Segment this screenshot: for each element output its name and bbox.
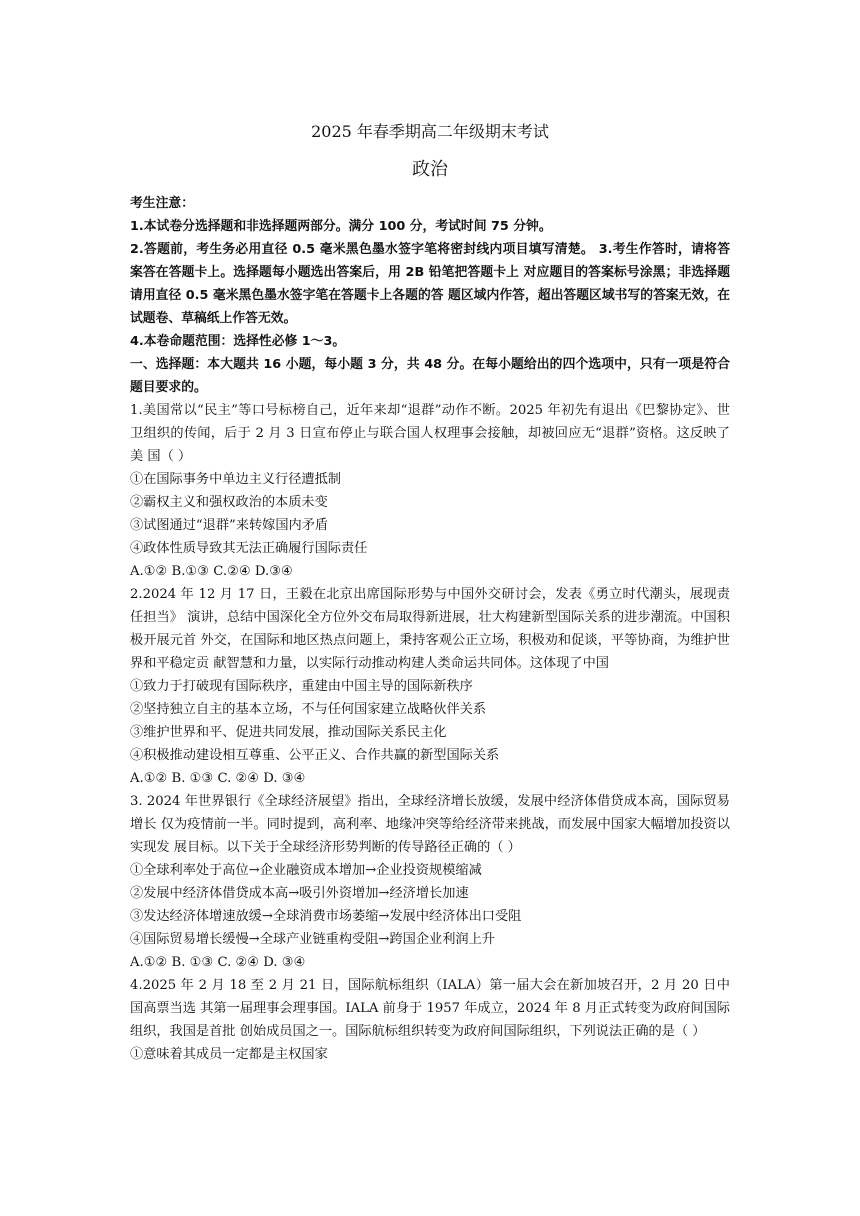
notice-item: 2.答题前，考生务必用直径 0.5 毫米黑色墨水签字笔将密封线内项目填写清楚。 3.考生作答时，请将答案答在答题卡上。选择题每小题选出答案后，用 2B 铅笔把答题卡上 对应题目的答案标号涂黑；非选择题请用直径 0.5 毫米黑色墨水签字笔在答题卡上各题的答 题区域内作答，超出答题区域书写的答案无效，在试题卷、草稿纸上作答无效。 xyxy=(130,242,730,326)
question-option: ④国际贸易增长缓慢→全球产业链重构受阻→跨国企业利润上升 xyxy=(130,932,495,947)
question-option: ②发展中经济体借贷成本高→吸引外资增加→经济增长加速 xyxy=(130,886,469,901)
answer-choices: A.①② B.①③ C.②④ D.③④ xyxy=(130,564,293,579)
question-2 xyxy=(130,583,730,790)
exam-subject: 政治 xyxy=(412,159,448,180)
question-option: ①全球利率处于高位→企业融资成本增加→企业投资规模缩减 xyxy=(130,863,482,878)
question-option: ①意味着其成员一定都是主权国家 xyxy=(130,1047,328,1062)
exam-title: 2025 年春季期高二年级期末考试 xyxy=(311,122,549,141)
answer-choices: A.①② B. ①③ C. ②④ D. ③④ xyxy=(130,955,306,970)
question-4 xyxy=(130,974,730,1066)
question-option: ③试图通过“退群”来转嫁国内矛盾 xyxy=(130,518,329,533)
question-option: ①在国际事务中单边主义行径遭抵制 xyxy=(130,472,341,487)
question-option: ①致力于打破现有国际秩序，重建由中国主导的国际新秩序 xyxy=(130,679,473,694)
question-3 xyxy=(130,790,730,974)
question-option: ③发达经济体增速放缓→全球消费市场萎缩→发展中经济体出口受阻 xyxy=(130,909,522,924)
question-option: ④政体性质导致其无法正确履行国际责任 xyxy=(130,541,368,556)
notice-item: 1.本试卷分选择题和非选择题两部分。满分 100 分，考试时间 75 分钟。 xyxy=(130,219,552,234)
answer-choices: A.①② B. ①③ C. ②④ D. ③④ xyxy=(130,771,306,786)
exam-page xyxy=(130,110,730,1066)
notice-item: 4.本卷命题范围：选择性必修 1～3。 xyxy=(130,334,346,349)
question-option: ③维护世界和平、促进共同发展，推动国际关系民主化 xyxy=(130,725,447,740)
section-heading: 一、选择题：本大题共 16 小题，每小题 3 分，共 48 分。在每小题给出的四个选项中，只有一项是符合题目要求的。 xyxy=(130,357,730,395)
question-stem: 3. 2024 年世界银行《全球经济展望》指出，全球经济增长放缓，发展中经济体借贷成本高，国际贸易增长 仅为疫情前一半。同时提到，高利率、地缘冲突等给经济带来挑战，而发展中国家大幅增加投资以实现发 展目标。以下关于全球经济形势判断的传导路径正确的（ ） xyxy=(130,794,730,855)
question-stem: 4.2025 年 2 月 18 至 2 月 21 日，国际航标组织（IALA）第一届大会在新加坡召开，2 月 20 日中国高票当选 其第一届理事会理事国。IALA 前身于 1957 年成立，2024 年 8 月正式转变为政府间国际组织，我国是首批 创始成员国之一。国际航标组织转变为政府间国际组织，下列说法正确的是（ ） xyxy=(130,978,730,1039)
question-1 xyxy=(130,399,730,583)
question-option: ②霸权主义和强权政治的本质未变 xyxy=(130,495,328,510)
question-stem: 1.美国常以“民主”等口号标榜自己，近年来却“退群”动作不断。2025 年初先有退出《巴黎协定》、世 卫组织的传闻，后于 2 月 3 日宣布停止与联合国人权理事会接触，却被回应无“退群”资格。这反映了美 国（ ） xyxy=(130,403,730,464)
question-option: ②坚持独立自主的基本立场，不与任何国家建立战略伙伴关系 xyxy=(130,702,487,717)
notice-heading: 考生注意： xyxy=(130,196,194,211)
question-option: ④积极推动建设相互尊重、公平正义、合作共赢的新型国际关系 xyxy=(130,748,500,763)
question-stem: 2.2024 年 12 月 17 日，王毅在北京出席国际形势与中国外交研讨会，发表《勇立时代潮头，展现责任担当》 演讲，总结中国深化全方位外交布局取得新进展，壮大构建新型国际关系的进步潮流。中国积极开展元首 外交，在国际和地区热点问题上，秉持客观公正立场，积极劝和促谈，平等协商，为维护世界和平稳定贡 献智慧和力量，以实际行动推动构建人类命运共同体。这体现了中国 xyxy=(130,587,730,671)
